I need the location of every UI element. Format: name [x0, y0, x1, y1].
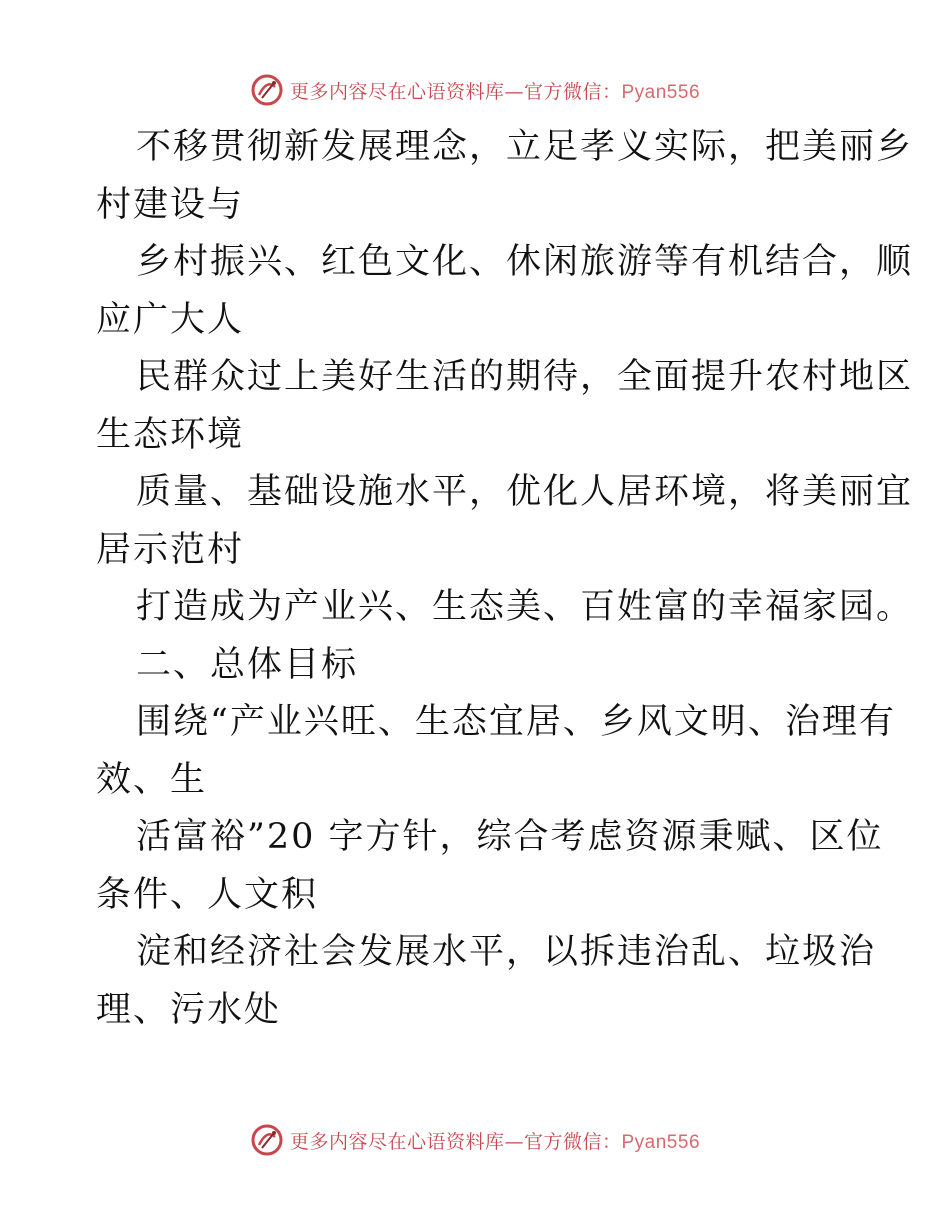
body-line: 理、污水处 [96, 989, 282, 1030]
body-line: 效、生 [96, 759, 208, 800]
watermark-text [290, 1127, 700, 1154]
body-line: 围绕“产业兴旺、生态宜居、乡风文明、治理有 [136, 702, 896, 742]
body-line: 生态环境 [96, 414, 245, 455]
logo-icon [250, 73, 284, 107]
watermark-account: Pyan556 [621, 1131, 701, 1153]
body-line: 居示范村 [96, 529, 245, 570]
body-line: 质量、基础设施水平，优化人居环境，将美丽宜 [136, 472, 914, 512]
watermark-suffix: 官方微信： [523, 80, 622, 103]
body-line: 淀和经济社会发展水平，以拆违治乱、垃圾治 [136, 932, 877, 972]
body-line: 应广大人 [96, 299, 245, 340]
watermark-account: Pyan556 [621, 81, 701, 103]
body-line: 二、总体目标 [136, 644, 359, 685]
watermark-separator: — [504, 1130, 524, 1153]
footer-watermark [0, 1120, 950, 1160]
body-line: 乡村振兴、红色文化、休闲旅游等有机结合，顺 [136, 242, 914, 282]
watermark-main: 更多内容尽在心语资料库 [289, 80, 505, 103]
body-line: 民群众过上美好生活的期待，全面提升农村地区 [136, 357, 914, 397]
watermark-suffix: 官方微信： [523, 1130, 622, 1153]
watermark-separator: — [504, 80, 524, 103]
body-line: 打造成为产业兴、生态美、百姓富的幸福家园。 [136, 587, 914, 627]
watermark-text [290, 77, 700, 104]
body-line: 条件、人文积 [96, 874, 319, 915]
body-line: 活富裕”20 字方针，综合考虑资源秉赋、区位 [136, 817, 884, 857]
body-line: 不移贯彻新发展理念，立足孝义实际，把美丽乡 [136, 127, 914, 167]
logo-icon [250, 1123, 284, 1157]
watermark-main: 更多内容尽在心语资料库 [289, 1130, 505, 1153]
body-line: 村建设与 [96, 184, 245, 225]
header-watermark [0, 70, 950, 110]
